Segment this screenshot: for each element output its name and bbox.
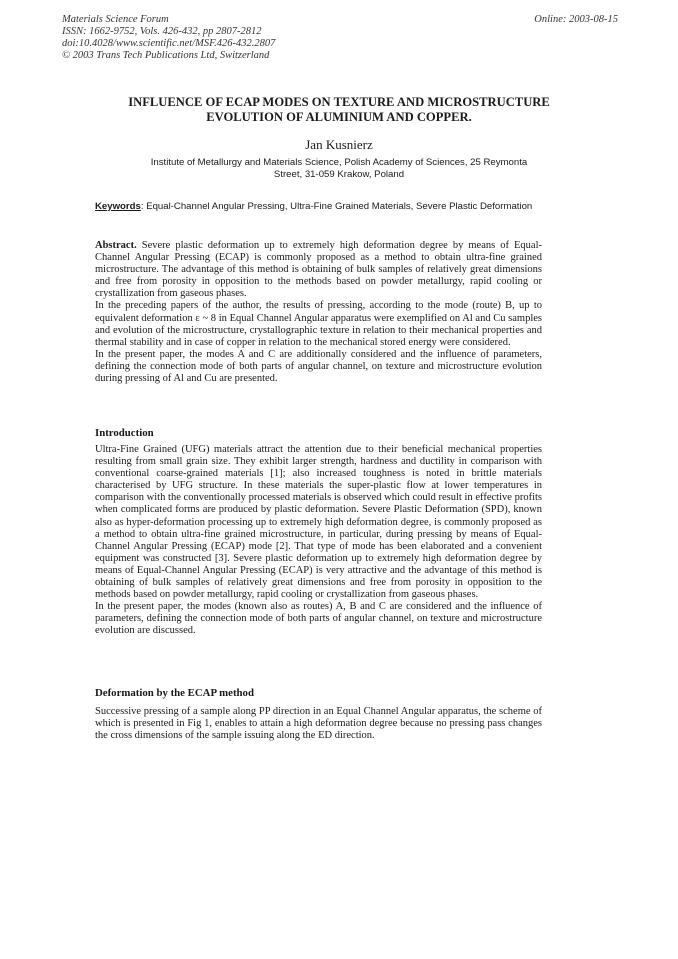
deformation-paragraph-1: Successive pressing of a sample along PP direction in an Equal Channel Angular apparatus, the scheme of which is presented in Fig 1, enables to attain a high deformation degree because no pressing pass changes the cross dimensions of the sample issuing along the ED direction.: [95, 706, 542, 742]
issn-line: ISSN: 1662-9752, Vols. 426-432, pp 2807-2812: [62, 26, 262, 37]
paper-title: [80, 95, 598, 125]
keywords: [95, 201, 545, 213]
title-line-2: EVOLUTION OF ALUMINIUM AND COPPER.: [206, 110, 472, 124]
abstract-text-1: Severe plastic deformation up to extremely high deformation degree by means of Equal-Channel Angular Pressing (ECAP) is commonly proposed as a method to obtain ultra-fine grained microstructure. The advantage of this method is obtaining of bulk samples of relatively great dimensions and free from porosity in opposition to the methods based on powder metallurgy, rapid cooling or crystallization from gaseous phases.: [95, 240, 542, 300]
introduction-body: [95, 444, 542, 638]
abstract-paragraph-2: In the preceding papers of the author, the results of pressing, according to the mode (route) B, up to equivalent deformation ε ~ 8 in Equal Channel Angular apparatus were exemplified on Al and Cu samples and evolution of the microstructure, crystallographic texture in relation to their mechanical properties and thermal stability and in case of copper in relation to the mechanical stored energy were considered.: [95, 300, 542, 348]
affiliation: [96, 157, 582, 181]
keywords-label: Keywords: [95, 201, 141, 212]
doi-line: doi:10.4028/www.scientific.net/MSF.426-432.2807: [62, 38, 276, 49]
affiliation-line-2: Street, 31-059 Krakow, Poland: [273, 169, 405, 180]
abstract-paragraph-1: [95, 240, 542, 300]
abstract-paragraph-3: In the present paper, the modes A and C are additionally considered and the influence of parameters, defining the connection mode of both parts of angular channel, on texture and microstructure evolution during pressing of Al and Cu are presented.: [95, 348, 542, 385]
author-name: Jan Kusnierz: [305, 137, 373, 152]
deformation-body: [95, 706, 542, 742]
title-line-1: INFLUENCE OF ECAP MODES ON TEXTURE AND MICROSTRUCTURE: [128, 95, 550, 109]
abstract: [95, 240, 542, 385]
deformation-heading: Deformation by the ECAP method: [95, 687, 254, 699]
keywords-text: : Equal-Channel Angular Pressing, Ultra-Fine Grained Materials, Severe Plastic Deformation: [140, 201, 533, 212]
affiliation-line-1: Institute of Metallurgy and Materials Science, Polish Academy of Sciences, 25 Reymonta: [150, 157, 528, 168]
copyright-line: © 2003 Trans Tech Publications Ltd, Switzerland: [62, 50, 270, 61]
page-header: [62, 14, 618, 62]
introduction-paragraph-2: In the present paper, the modes (known also as routes) A, B and C are considered and the influence of parameters, defining the connection mode of both parts of angular channel, on texture and microstructure evolution are discussed.: [95, 601, 542, 637]
abstract-label: Abstract.: [95, 240, 137, 251]
introduction-paragraph-1: Ultra-Fine Grained (UFG) materials attract the attention due to their beneficial mechanical properties resulting from small grain size. They exhibit larger strength, hardness and ductility in comparison with conventional coarse-grained materials [1]; also increased toughness is noted in brittle materials characterised by UFG structure. In these materials the super-plastic flow at lower temperatures in comparison with the conventionally processed materials is observed which could result in effective profits when complicated forms are produced by plastic deformation. Severe Plastic Deformation (SPD), known also as hyper-deformation processing up to extremely high deformation degree, is commonly proposed as a method to obtain ultra-fine grained microstructure, in particular, during pressing by means of Equal-Channel Angular Pressing (ECAP) mode [2]. That type of mode has been elaborated and a convenient equipment was constructed [3]. Severe plastic deformation up to extremely high deformation degree by means of Equal-Channel Angular Pressing (ECAP) is very attractive and the advantage of this method is obtaining of bulk samples of relatively great dimensions and free from porosity in opposition to the methods based on powder metallurgy, rapid cooling or crystallization from gaseous phases.: [95, 444, 542, 601]
introduction-heading: Introduction: [95, 427, 154, 439]
journal-name: Materials Science Forum: [62, 14, 169, 25]
online-date: Online: 2003-08-15: [534, 14, 618, 25]
